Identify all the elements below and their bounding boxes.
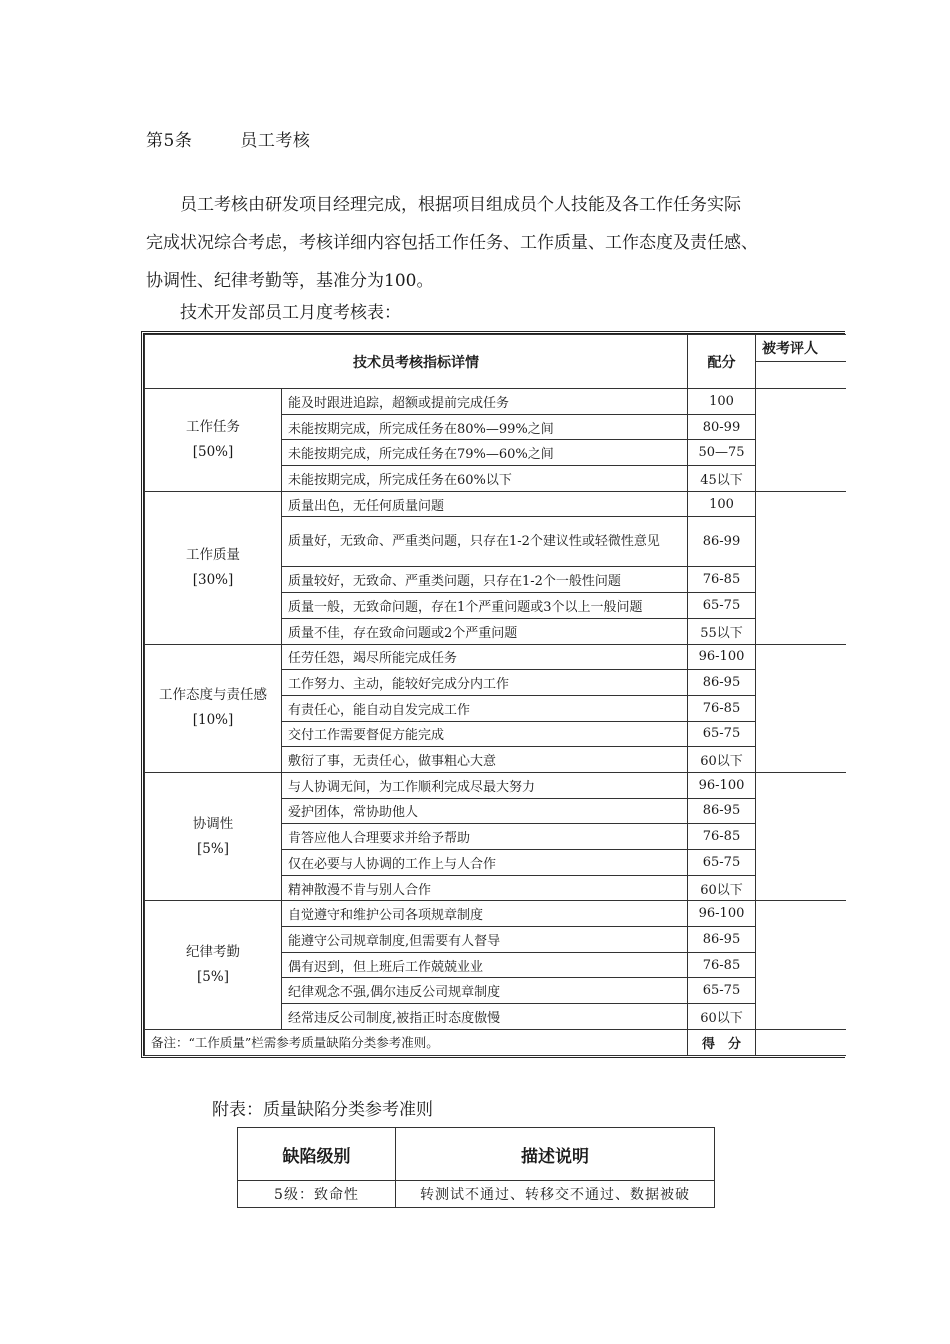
criterion-score: 100 [688, 491, 756, 517]
criterion-desc: 任劳任怨，竭尽所能完成任务 [282, 644, 688, 670]
defect-table [237, 1127, 715, 1208]
criterion-desc: 经常违反公司制度,被指正时态度傲慢 [282, 1004, 688, 1030]
criterion-score: 65-75 [688, 978, 756, 1004]
assessment-table [144, 334, 846, 1056]
criterion-score: 76-85 [688, 695, 756, 721]
category-cell [145, 772, 282, 900]
criterion-score: 76-85 [688, 952, 756, 978]
criterion-score: 50—75 [688, 440, 756, 466]
total-score-cell[interactable] [756, 1029, 846, 1055]
category-name: 工作态度与责任感 [159, 687, 267, 704]
paragraph-line-3: 协调性、纪律考勤等，基准分为100。 [146, 271, 434, 291]
criterion-desc: 敷衍了事，无责任心，做事粗心大意 [282, 747, 688, 773]
criterion-desc: 能遵守公司规章制度,但需要有人督导 [282, 927, 688, 953]
category-cell [145, 491, 282, 644]
criterion-desc: 纪律观念不强,偶尔违反公司规章制度 [282, 978, 688, 1004]
category-name: 工作任务 [186, 418, 240, 435]
header-evaluatee: 被考评人 [756, 335, 846, 362]
criterion-desc: 质量一般，无致命问题，存在1个严重问题或3个以上一般问题 [282, 593, 688, 619]
criterion-desc: 肯答应他人合理要求并给予帮助 [282, 824, 688, 850]
criterion-score: 96-100 [688, 772, 756, 798]
criterion-desc: 仅在必要与人协调的工作上与人合作 [282, 850, 688, 876]
category-weight: [50%] [192, 443, 234, 460]
criterion-desc: 工作努力、主动，能较好完成分内工作 [282, 670, 688, 696]
defect-header-level: 缺陷级别 [238, 1128, 396, 1181]
header-score: 配分 [688, 335, 756, 389]
category-weight: [30%] [192, 571, 234, 588]
criterion-desc: 爱护团体，常协助他人 [282, 798, 688, 824]
criterion-desc: 自觉遵守和维护公司各项规章制度 [282, 901, 688, 927]
criterion-desc: 未能按期完成，所完成任务在60%以下 [282, 466, 688, 492]
criterion-score: 86-99 [688, 517, 756, 567]
criterion-score: 65-75 [688, 721, 756, 747]
criterion-desc: 质量出色，无任何质量问题 [282, 491, 688, 517]
category-cell [145, 644, 282, 772]
criterion-score: 96-100 [688, 644, 756, 670]
criterion-score: 80-99 [688, 414, 756, 440]
category-cell [145, 901, 282, 1029]
category-weight: [5%] [197, 969, 229, 986]
category-name: 协调性 [192, 815, 234, 832]
defect-header-desc: 描述说明 [396, 1128, 715, 1181]
defect-desc: 转测试不通过、转移交不通过、数据被破 [396, 1181, 715, 1208]
article-number: 第5条 [146, 131, 193, 151]
criterion-score: 55以下 [688, 618, 756, 644]
header-detail: 技术员考核指标详情 [145, 335, 688, 389]
criterion-score: 86-95 [688, 670, 756, 696]
criterion-score: 60以下 [688, 747, 756, 773]
criterion-score: 60以下 [688, 1004, 756, 1030]
category-weight: [10%] [192, 712, 234, 729]
criterion-desc: 质量好，无致命、严重类问题，只存在1-2个建议性或轻微性意见 [282, 517, 688, 567]
criterion-score: 76-85 [688, 567, 756, 593]
criterion-score: 65-75 [688, 593, 756, 619]
criterion-desc: 质量较好，无致命、严重类问题，只存在1-2个一般性问题 [282, 567, 688, 593]
criterion-desc: 质量不佳，存在致命问题或2个严重问题 [282, 618, 688, 644]
defect-level: 5级：致命性 [238, 1181, 396, 1208]
evaluation-cell[interactable] [756, 644, 846, 772]
paragraph-line-1: 员工考核由研发项目经理完成，根据项目组成员个人技能及各工作任务实际 [180, 195, 741, 215]
evaluatee-name-cell[interactable] [756, 362, 846, 389]
criterion-score: 86-95 [688, 798, 756, 824]
criterion-score: 96-100 [688, 901, 756, 927]
category-weight: [5%] [197, 840, 229, 857]
criterion-desc: 未能按期完成，所完成任务在80%—99%之间 [282, 414, 688, 440]
criterion-desc: 未能按期完成，所完成任务在79%—60%之间 [282, 440, 688, 466]
article-heading [146, 126, 310, 151]
criterion-desc: 偶有迟到，但上班后工作兢兢业业 [282, 952, 688, 978]
evaluation-cell[interactable] [756, 772, 846, 900]
appendix-title: 附表：质量缺陷分类参考准则 [212, 1100, 433, 1120]
criterion-score: 86-95 [688, 927, 756, 953]
criterion-desc: 能及时跟进追踪，超额或提前完成任务 [282, 389, 688, 415]
paragraph-line-2: 完成状况综合考虑，考核详细内容包括工作任务、工作质量、工作态度及责任感、 [146, 233, 758, 253]
category-name: 纪律考勤 [186, 944, 240, 961]
category-name: 工作质量 [186, 546, 240, 563]
criterion-desc: 精神散漫不肯与别人合作 [282, 875, 688, 901]
evaluation-cell[interactable] [756, 491, 846, 644]
total-score-label: 得 分 [688, 1029, 756, 1055]
criterion-score: 76-85 [688, 824, 756, 850]
article-paragraph [146, 186, 816, 300]
category-cell [145, 389, 282, 492]
evaluation-cell[interactable] [756, 389, 846, 492]
table-note: 备注：“工作质量”栏需参考质量缺陷分类参考准则。 [145, 1029, 688, 1055]
criterion-desc: 与人协调无间，为工作顺利完成尽最大努力 [282, 772, 688, 798]
evaluation-cell[interactable] [756, 901, 846, 1029]
article-title: 员工考核 [240, 131, 311, 151]
criterion-score: 60以下 [688, 875, 756, 901]
table-title: 技术开发部员工月度考核表： [180, 303, 401, 323]
criterion-score: 45以下 [688, 466, 756, 492]
criterion-score: 100 [688, 389, 756, 415]
criterion-desc: 有责任心，能自动自发完成工作 [282, 695, 688, 721]
criterion-desc: 交付工作需要督促方能完成 [282, 721, 688, 747]
criterion-score: 65-75 [688, 850, 756, 876]
assessment-table-frame [141, 331, 845, 1058]
